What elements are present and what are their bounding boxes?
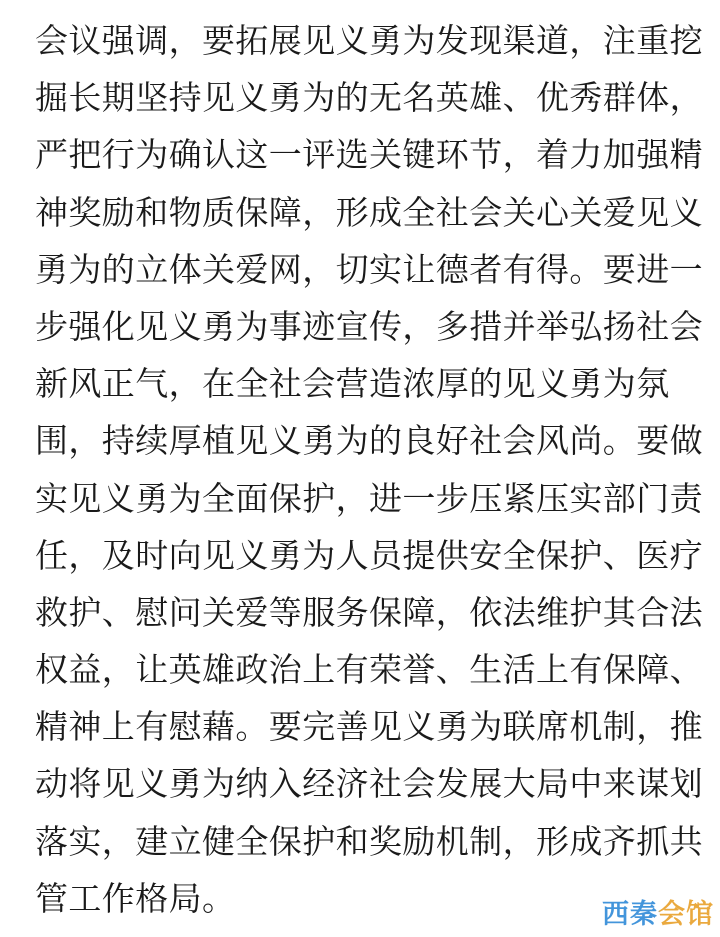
text-line: 权益，让英雄政治上有荣誉、生活上有保障、 [35,650,703,690]
text-line: 神奖励和物质保障，形成全社会关心关爱见义 [35,192,703,232]
text-line: 精神上有慰藉。要完善见义勇为联席机制，推 [35,707,703,747]
text-line: 严把行为确认这一评选关键环节，着力加强精 [35,135,703,175]
text-line: 勇为的立体关爱网，切实让德者有得。要进一 [35,249,703,289]
text-line: 动将见义勇为纳入经济社会发展大局中来谋划 [35,764,703,804]
text-line: 实见义勇为全面保护，进一步压紧压实部门责 [35,478,703,518]
text-line: 新风正气，在全社会营造浓厚的见义勇为氛 [35,364,670,404]
text-line: 落实，建立健全保护和奖励机制，形成齐抓共 [35,821,703,861]
text-line: 掘长期坚持见义勇为的无名英雄、优秀群体， [35,78,703,118]
watermark-logo: 西秦会馆 [602,892,714,931]
text-line: 任，及时向见义勇为人员提供安全保护、医疗 [35,535,703,575]
text-line: 会议强调，要拓展见义勇为发现渠道，注重挖 [35,21,703,60]
text-line: 救护、慰问关爱等服务保障，依法维护其合法 [35,592,703,632]
text-line: 管工作格局。 [35,878,236,918]
text-line: 步强化见义勇为事迹宣传，多措并举弘扬社会 [35,306,703,346]
text-line: 围，持续厚植见义勇为的良好社会风尚。要做 [35,421,703,461]
